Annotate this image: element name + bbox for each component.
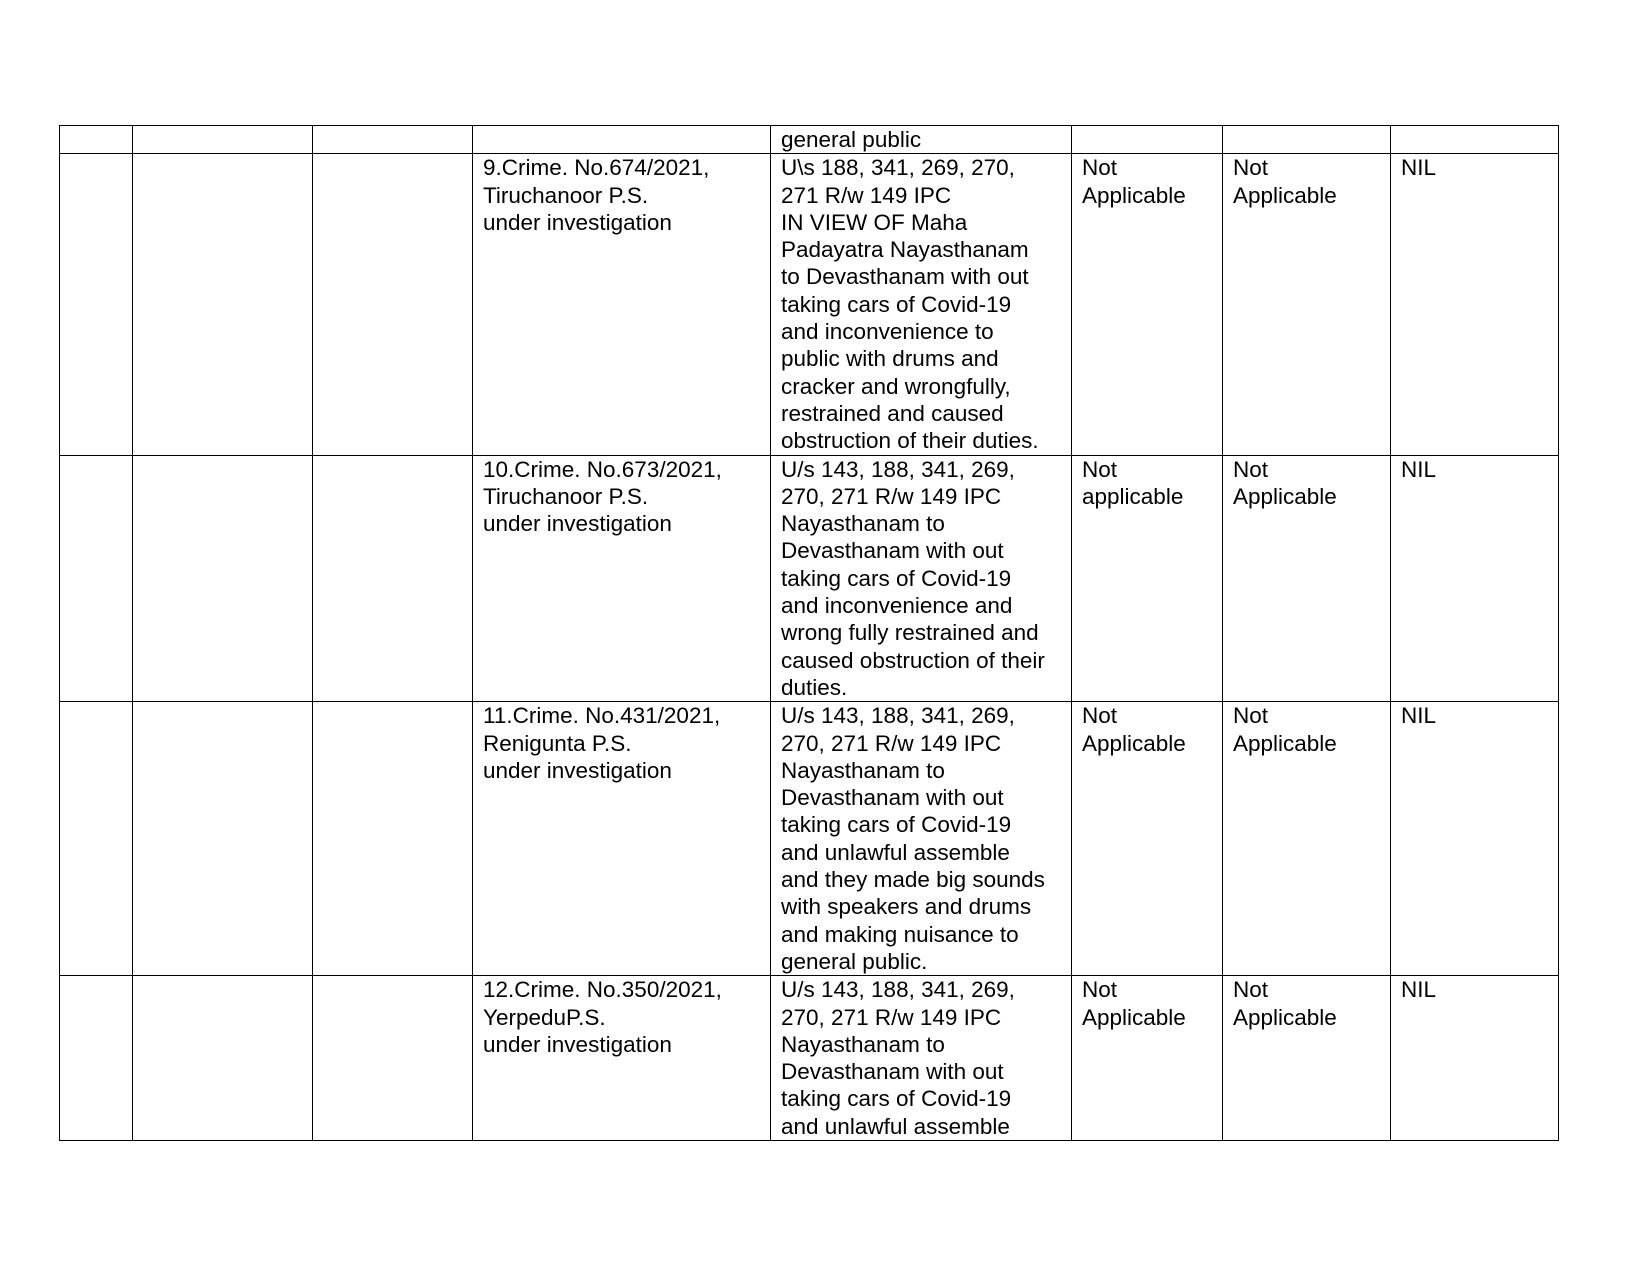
cell-applicability-a: Not Applicable <box>1072 702 1223 976</box>
cell-empty <box>473 126 771 154</box>
cell-applicability-b: Not Applicable <box>1223 702 1391 976</box>
cell-description: U\s 188, 341, 269, 270, 271 R/w 149 IPC IN VIEW OF Maha Padayatra Nayasthanam to Devasthanam with out taking cars of Covid-19 and inconvenience to public with drums and cracker and wrongfully, restrained and caused obstruction of their duties. <box>771 154 1072 455</box>
cell-empty <box>133 126 313 154</box>
cell-empty <box>313 455 473 702</box>
table-row <box>60 154 1559 455</box>
cell-remarks: NIL <box>1391 154 1559 455</box>
table-row-continuation <box>60 126 1559 154</box>
cell-empty <box>133 702 313 976</box>
cell-applicability-b: Not Applicable <box>1223 976 1391 1141</box>
cell-empty <box>1072 126 1223 154</box>
cell-description: U/s 143, 188, 341, 269, 270, 271 R/w 149 IPC Nayasthanam to Devasthanam with out taking cars of Covid-19 and unlawful assemble <box>771 976 1072 1141</box>
cell-empty <box>60 976 133 1141</box>
cell-empty <box>313 154 473 455</box>
cell-empty <box>133 455 313 702</box>
cell-description: general public <box>771 126 1072 154</box>
cell-crime-number: 12.Crime. No.350/2021, YerpeduP.S. under investigation <box>473 976 771 1141</box>
cell-applicability-a: Not Applicable <box>1072 154 1223 455</box>
table-row <box>60 702 1559 976</box>
cell-description: U/s 143, 188, 341, 269, 270, 271 R/w 149 IPC Nayasthanam to Devasthanam with out taking cars of Covid-19 and unlawful assemble and they made big sounds with speakers and drums and making nuisance to general public. <box>771 702 1072 976</box>
cell-crime-number: 11.Crime. No.431/2021, Renigunta P.S. under investigation <box>473 702 771 976</box>
cell-empty <box>133 976 313 1141</box>
cell-empty <box>313 976 473 1141</box>
cell-empty <box>60 455 133 702</box>
cell-empty <box>313 126 473 154</box>
cell-applicability-a: Not Applicable <box>1072 976 1223 1141</box>
cell-remarks: NIL <box>1391 702 1559 976</box>
cell-crime-number: 10.Crime. No.673/2021, Tiruchanoor P.S. under investigation <box>473 455 771 702</box>
cell-empty <box>133 154 313 455</box>
cell-remarks: NIL <box>1391 976 1559 1141</box>
cell-empty <box>1223 126 1391 154</box>
cell-applicability-b: Not Applicable <box>1223 154 1391 455</box>
cell-empty <box>60 702 133 976</box>
cell-description: U/s 143, 188, 341, 269, 270, 271 R/w 149 IPC Nayasthanam to Devasthanam with out taking cars of Covid-19 and inconvenience and wrong fully restrained and caused obstruction of their duties. <box>771 455 1072 702</box>
cell-applicability-b: Not Applicable <box>1223 455 1391 702</box>
cell-empty <box>60 126 133 154</box>
table-row <box>60 976 1559 1141</box>
cell-empty <box>1391 126 1559 154</box>
table-row <box>60 455 1559 702</box>
cell-applicability-a: Not applicable <box>1072 455 1223 702</box>
case-details-table <box>59 125 1559 1141</box>
cell-crime-number: 9.Crime. No.674/2021, Tiruchanoor P.S. under investigation <box>473 154 771 455</box>
cell-remarks: NIL <box>1391 455 1559 702</box>
cell-empty <box>313 702 473 976</box>
cell-empty <box>60 154 133 455</box>
